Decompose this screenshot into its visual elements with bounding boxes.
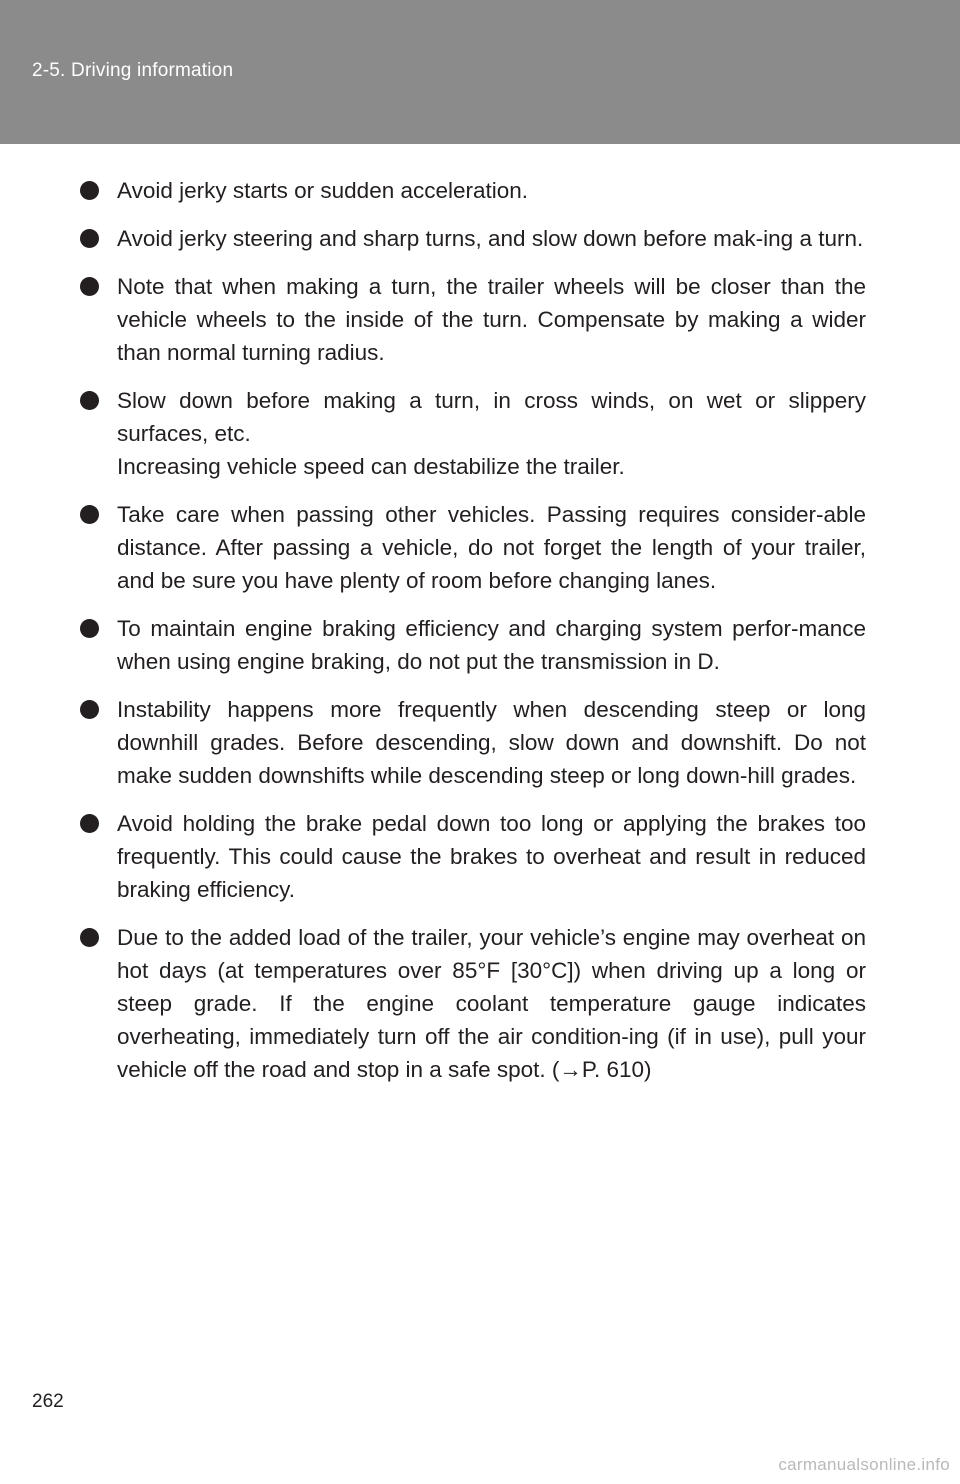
bullet-item <box>80 222 866 255</box>
bullet-text: Due to the added load of the trailer, your vehicle’s engine may overheat on hot days (at temperatures over 85°F [30°C]) when driving up a long or steep grade. If the engine coolant temperature gauge indicates overheating, immediately turn off the air condition-ing (if in use), pull your vehicle off the road and stop in a safe spot. (→P. 610) <box>117 925 866 1082</box>
bullet-text: Instability happens more frequently when descending steep or long downhill grades. Before descending, slow down and downshift. Do not make sudden downshifts while descending steep or long down-hill grades. <box>117 697 866 788</box>
bullet-item <box>80 270 866 369</box>
bullet-dot-icon <box>80 505 99 524</box>
bullet-item <box>80 807 866 906</box>
bullet-item <box>80 174 866 207</box>
bullet-item <box>80 693 866 792</box>
watermark: carmanualsonline.info <box>778 1455 950 1474</box>
bullet-item <box>80 612 866 678</box>
bullet-dot-icon <box>80 181 99 200</box>
bullet-dot-icon <box>80 619 99 638</box>
bullet-text: To maintain engine braking efficiency and charging system perfor-mance when using engine braking, do not put the transmission in D. <box>117 616 866 674</box>
bullet-list <box>80 174 866 1101</box>
bullet-item <box>80 921 866 1086</box>
bullet-dot-icon <box>80 391 99 410</box>
bullet-item <box>80 384 866 483</box>
bullet-text: Avoid holding the brake pedal down too long or applying the brakes too frequently. This could cause the brakes to overheat and result in reduced braking efficiency. <box>117 811 866 902</box>
bullet-dot-icon <box>80 229 99 248</box>
bullet-dot-icon <box>80 700 99 719</box>
header-band <box>0 0 960 144</box>
bullet-text: Avoid jerky steering and sharp turns, and slow down before mak-ing a turn. <box>117 226 864 251</box>
bullet-text: Take care when passing other vehicles. Passing requires consider-able distance. After passing a vehicle, do not forget the length of your trailer, and be sure you have plenty of room before changing lanes. <box>117 502 866 593</box>
section-title: 2-5. Driving information <box>32 60 234 81</box>
bullet-dot-icon <box>80 277 99 296</box>
bullet-text: Avoid jerky starts or sudden acceleration. <box>117 178 529 203</box>
bullet-text: Slow down before making a turn, in cross winds, on wet or slippery surfaces, etc. <box>117 388 866 446</box>
bullet-note: Increasing vehicle speed can destabilize the trailer. <box>117 454 625 479</box>
bullet-dot-icon <box>80 814 99 833</box>
bullet-dot-icon <box>80 928 99 947</box>
bullet-item <box>80 498 866 597</box>
bullet-text: Note that when making a turn, the trailer wheels will be closer than the vehicle wheels to the inside of the turn. Compensate by making a wider than normal turning radius. <box>117 274 866 365</box>
page-number: 262 <box>32 1391 64 1412</box>
